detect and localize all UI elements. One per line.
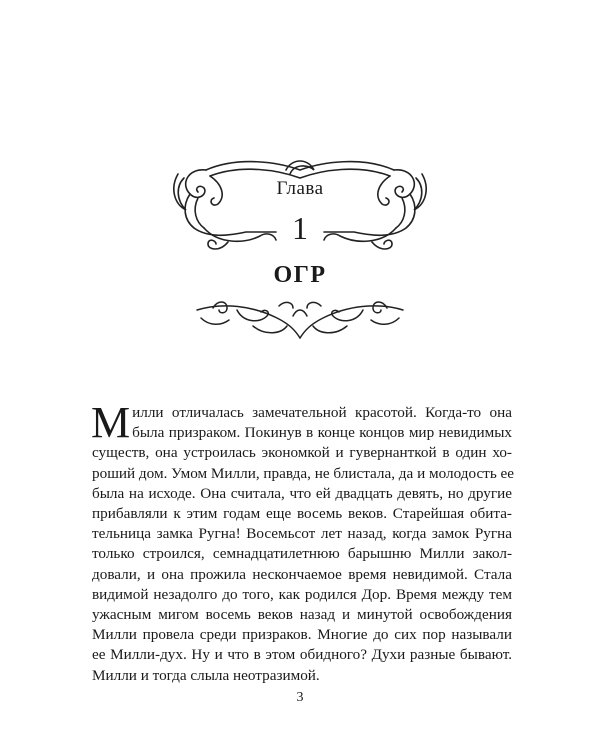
text-line: довали, и она прожила нескончаемое время невидимой. Стала: [92, 565, 512, 583]
text-line: существ, она устроилась экономкой и гувернанткой в один хо-: [92, 444, 512, 462]
chapter-body-text: [91, 398, 515, 686]
text-line: только строился, семнадцатилетнюю барышню Милли закол-: [92, 545, 512, 563]
text-line: ее Милли-дух. Ну и что в этом обидного? Духи разные бывают.: [92, 646, 512, 664]
text-line: видимой незадолго до того, как родился Дор. Время между тем: [92, 585, 512, 603]
text-line: тельница замка Ругна! Восемьсот лет назад, когда замок Ругна: [92, 525, 512, 543]
page-number: 3: [296, 690, 304, 705]
text-line: прибавляли к этим годам еще восемь веков. Старейшая обита-: [92, 505, 512, 523]
text-line: была на исходе. Она считала, что ей двадцать девять, но другие: [92, 484, 512, 502]
chapter-label: Глава: [276, 178, 324, 199]
text-line: Милли и тогда слыла неотразимой.: [92, 666, 320, 684]
drop-cap: М: [91, 398, 131, 447]
text-line: была призраком. Покинув в конце концов мир невидимых: [132, 424, 512, 442]
chapter-number: 1: [292, 210, 308, 246]
chapter-title: ОГР: [273, 262, 327, 288]
text-line: илли отличалась замечательной красотой. Когда-то она: [132, 404, 512, 421]
text-line: Милли провела среди призраков. Многие до сих пор называли: [92, 626, 512, 644]
flourish-divider-ornament: [193, 296, 407, 346]
text-line: ужасным мигом восемь веков назад и минутой освобождения: [92, 606, 512, 624]
text-line: роший дом. Умом Милли, правда, не блистала, да и молодость ее: [92, 464, 515, 482]
